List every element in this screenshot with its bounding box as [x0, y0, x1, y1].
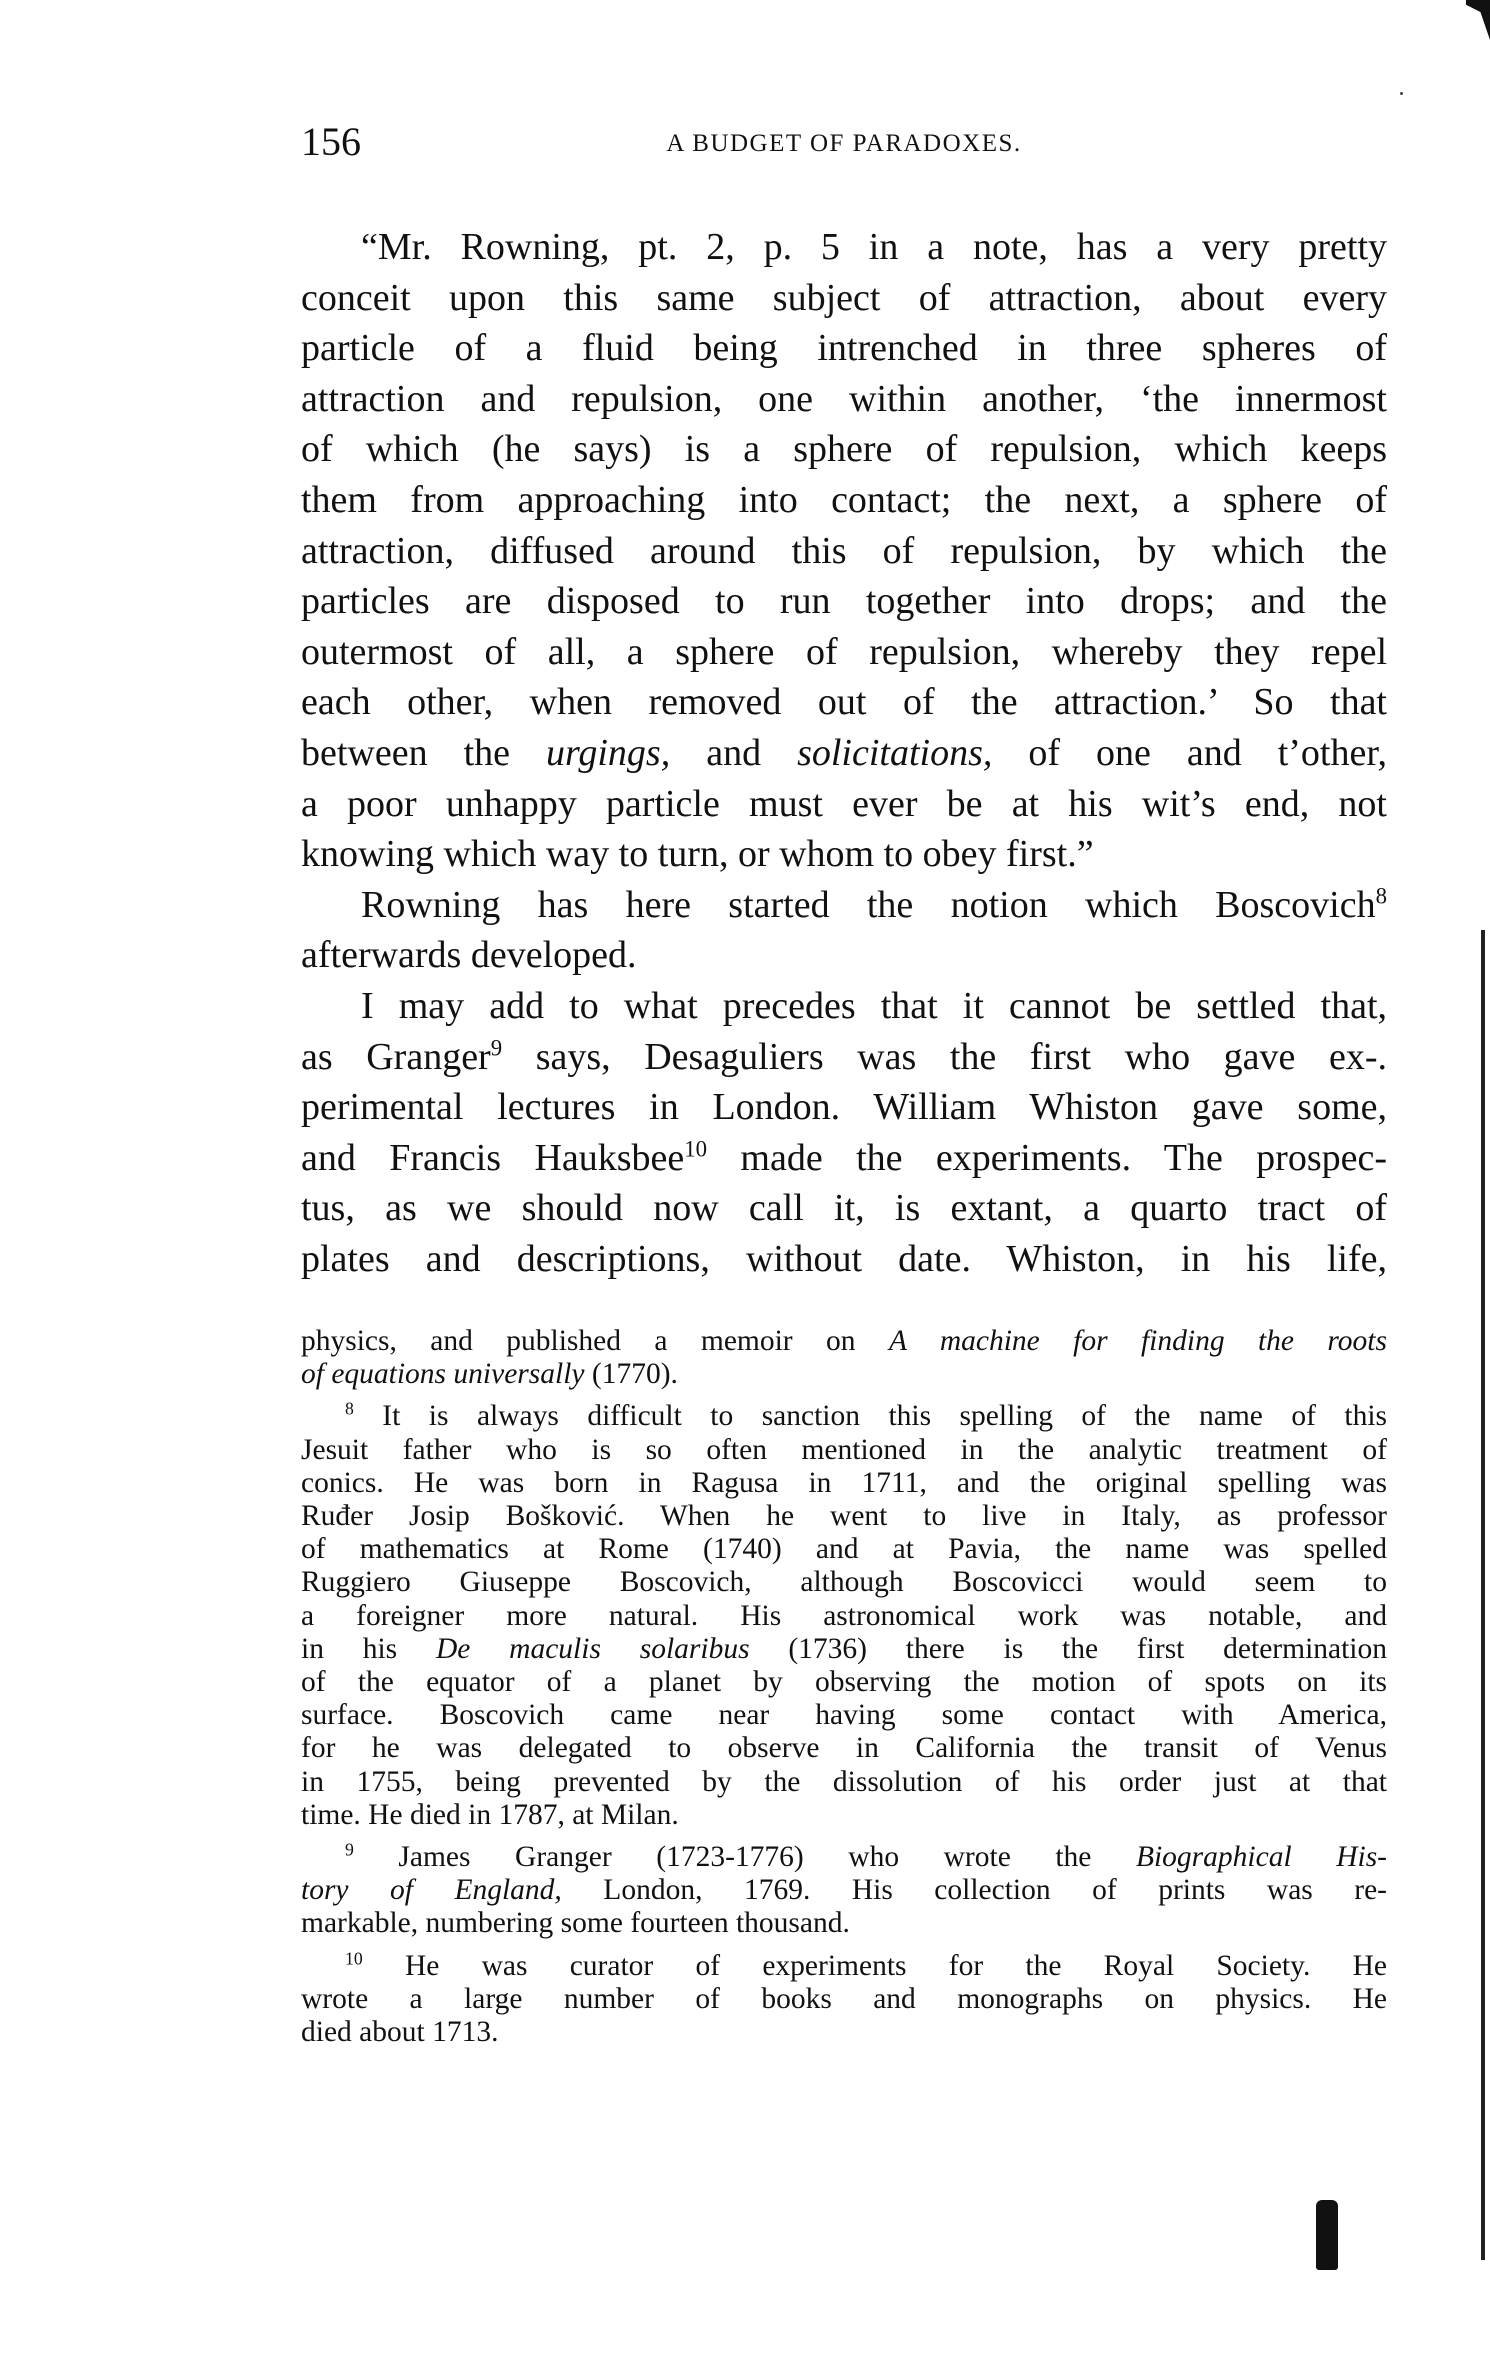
italic-text: De maculis solaribus	[435, 1632, 750, 1665]
body-line	[301, 424, 1387, 475]
text-run: time. He died in 1787, at Milan.	[301, 1798, 679, 1831]
body-paragraph	[301, 981, 1387, 1285]
text-run: knowing which way to turn, or whom to obey first.”	[301, 833, 1094, 876]
footnote-line	[301, 1633, 1387, 1666]
text-run: for he was delegated to observe in California the transit of Venus	[301, 1732, 1387, 1765]
italic-text: A machine for finding the roots	[888, 1325, 1387, 1357]
text-run: particle of a fluid being intrenched in three spheres of	[301, 327, 1387, 370]
text-run: of mathematics at Rome (1740) and at Pavia, the name was spelled	[301, 1533, 1387, 1566]
body-line	[301, 829, 1387, 880]
footnote-paragraph	[301, 1841, 1387, 1941]
footnote-line	[301, 1666, 1387, 1699]
body-line	[301, 273, 1387, 324]
body-line	[301, 930, 1387, 981]
body-line	[301, 1133, 1387, 1184]
text-run: Ruggiero Giuseppe Boscovich, although Boscovicci would seem to	[301, 1566, 1387, 1599]
text-run: of which (he says) is a sphere of repulsion, which keeps	[301, 428, 1387, 471]
text-run: conics. He was born in Ragusa in 1711, and the original spelling was	[301, 1466, 1387, 1499]
text-run: of the equator of a planet by observing the motion of spots on its	[301, 1666, 1387, 1699]
text-run: wrote a large number of books and monographs on physics. He	[301, 1982, 1387, 2015]
text-run: Rowning has here started the notion which Boscovich	[361, 883, 1376, 926]
text-run: tus, as we should now call it, is extant, a quarto tract of	[301, 1187, 1387, 1230]
body-line	[301, 475, 1387, 526]
text-run: Ruđer Josip Bošković. When he went to live in Italy, as professor	[301, 1500, 1387, 1533]
footnotes	[301, 1316, 1387, 2049]
body-paragraph	[301, 880, 1387, 981]
footnote-ref: 8	[1375, 883, 1387, 909]
text-run: in his	[301, 1632, 436, 1665]
body-line	[301, 374, 1387, 425]
footnote-ref: 10	[345, 1948, 363, 1969]
text-run: says, Desaguliers was the first who gave ex-.	[502, 1035, 1387, 1078]
text-run: in 1755, being prevented by the dissolution of his order just at that	[301, 1765, 1387, 1798]
footnote-paragraph	[301, 1950, 1387, 2050]
text-run: markable, numbering some fourteen thousand.	[301, 1907, 850, 1940]
italic-text: tory of England,	[301, 1874, 562, 1907]
footnote-paragraph	[301, 1400, 1387, 1832]
footnote-line	[301, 1434, 1387, 1467]
body-paragraph	[301, 222, 1387, 880]
body-line	[301, 677, 1387, 728]
body-line	[301, 1082, 1387, 1133]
text-run: plates and descriptions, without date. Whiston, in his life,	[301, 1237, 1387, 1280]
text-run: conceit upon this same subject of attraction, about every	[301, 276, 1387, 319]
body-line	[301, 576, 1387, 627]
footnote-line	[301, 1400, 1387, 1433]
text-run: died about 1713.	[301, 2016, 499, 2049]
footnote-line	[301, 1950, 1387, 1983]
main-text	[301, 222, 1387, 1284]
footnote-line	[301, 1732, 1387, 1765]
page-edge-line	[1481, 930, 1485, 2260]
text-run: (1736) there is the first determination	[749, 1632, 1387, 1665]
footnote-line	[301, 1799, 1387, 1832]
text-run: surface. Boscovich came near having some contact with America,	[301, 1699, 1387, 1732]
footnote-line	[301, 1533, 1387, 1566]
footnote-line	[301, 1766, 1387, 1799]
footnote-line	[301, 1325, 1387, 1358]
italic-text: urgings,	[546, 731, 671, 774]
text-run: It is always difficult to sanction this spelling of the name of this	[353, 1400, 1387, 1433]
page-header	[301, 118, 1387, 168]
text-run: and Francis Hauksbee	[301, 1136, 685, 1179]
text-run: them from approaching into contact; the next, a sphere of	[301, 478, 1387, 521]
footnote-line	[301, 1907, 1387, 1940]
footnote-line	[301, 1500, 1387, 1533]
italic-text: Biographical His-	[1135, 1841, 1387, 1874]
text-run: each other, when removed out of the attraction.’ So that	[301, 681, 1387, 724]
text-run: as Granger	[301, 1035, 491, 1078]
text-run: a foreigner more natural. His astronomical work was notable, and	[301, 1599, 1387, 1632]
body-line	[301, 526, 1387, 577]
running-title: A BUDGET OF PARADOXES.	[666, 130, 1022, 157]
text-run: a poor unhappy particle must ever be at his wit’s end, not	[301, 782, 1387, 825]
italic-text: solicitations,	[797, 731, 993, 774]
text-run: London, 1769. His collection of prints was re-	[561, 1874, 1388, 1907]
text-run: He was curator of experiments for the Royal Society. He	[362, 1949, 1387, 1982]
text-run: and	[670, 731, 798, 774]
text-run: Jesuit father who is so often mentioned in the analytic treatment of	[301, 1433, 1387, 1466]
footnote-ref: 9	[490, 1034, 503, 1060]
footnote-line	[301, 1874, 1387, 1907]
footnote-line	[301, 1566, 1387, 1599]
body-line	[301, 627, 1387, 678]
scan-binding-mark	[1316, 2200, 1338, 2270]
footnote-line	[301, 1841, 1387, 1874]
footnote-line	[301, 1699, 1387, 1732]
body-line	[301, 1032, 1387, 1083]
text-run: attraction and repulsion, one within another, ‘the innermost	[301, 377, 1387, 420]
body-line	[301, 1183, 1387, 1234]
body-line	[301, 1234, 1387, 1285]
text-run: afterwards developed.	[301, 934, 637, 977]
body-line	[301, 779, 1387, 830]
footnote-ref: 8	[345, 1398, 354, 1419]
text-run: attraction, diffused around this of repulsion, by which the	[301, 529, 1387, 572]
body-line	[301, 880, 1387, 931]
text-run: (1770).	[584, 1358, 678, 1391]
footnote-ref: 10	[684, 1136, 708, 1162]
body-line	[301, 222, 1387, 273]
body-line	[301, 323, 1387, 374]
body-line	[301, 981, 1387, 1032]
page-number: 156	[301, 119, 361, 164]
footnote-line	[301, 2016, 1387, 2049]
text-run: particles are disposed to run together into drops; and the	[301, 580, 1387, 623]
footnote-paragraph	[301, 1325, 1387, 1391]
italic-text: of equations universally	[301, 1358, 585, 1391]
text-run: outermost of all, a sphere of repulsion, whereby they repel	[301, 630, 1387, 673]
footnote-line	[301, 1467, 1387, 1500]
text-run: I may add to what precedes that it cannot be settled that,	[361, 984, 1387, 1027]
text-run: made the experiments. The prospec-	[707, 1136, 1388, 1179]
footnote-line	[301, 1983, 1387, 2016]
scan-speck	[1400, 92, 1403, 95]
scan-corner-mark	[1466, 0, 1490, 40]
text-run: “Mr. Rowning, pt. 2, p. 5 in a note, has a very pretty	[361, 226, 1387, 268]
text-run: of one and t’other,	[992, 731, 1387, 774]
text-run: perimental lectures in London. William Whiston gave some,	[301, 1086, 1387, 1129]
body-line	[301, 728, 1387, 779]
footnote-line	[301, 1600, 1387, 1633]
text-run: physics, and published a memoir on	[301, 1325, 889, 1357]
text-run: between the	[301, 731, 546, 774]
text-run: James Granger (1723-1776) who wrote the	[353, 1841, 1136, 1874]
footnote-line	[301, 1358, 1387, 1391]
footnote-ref: 9	[345, 1839, 354, 1860]
